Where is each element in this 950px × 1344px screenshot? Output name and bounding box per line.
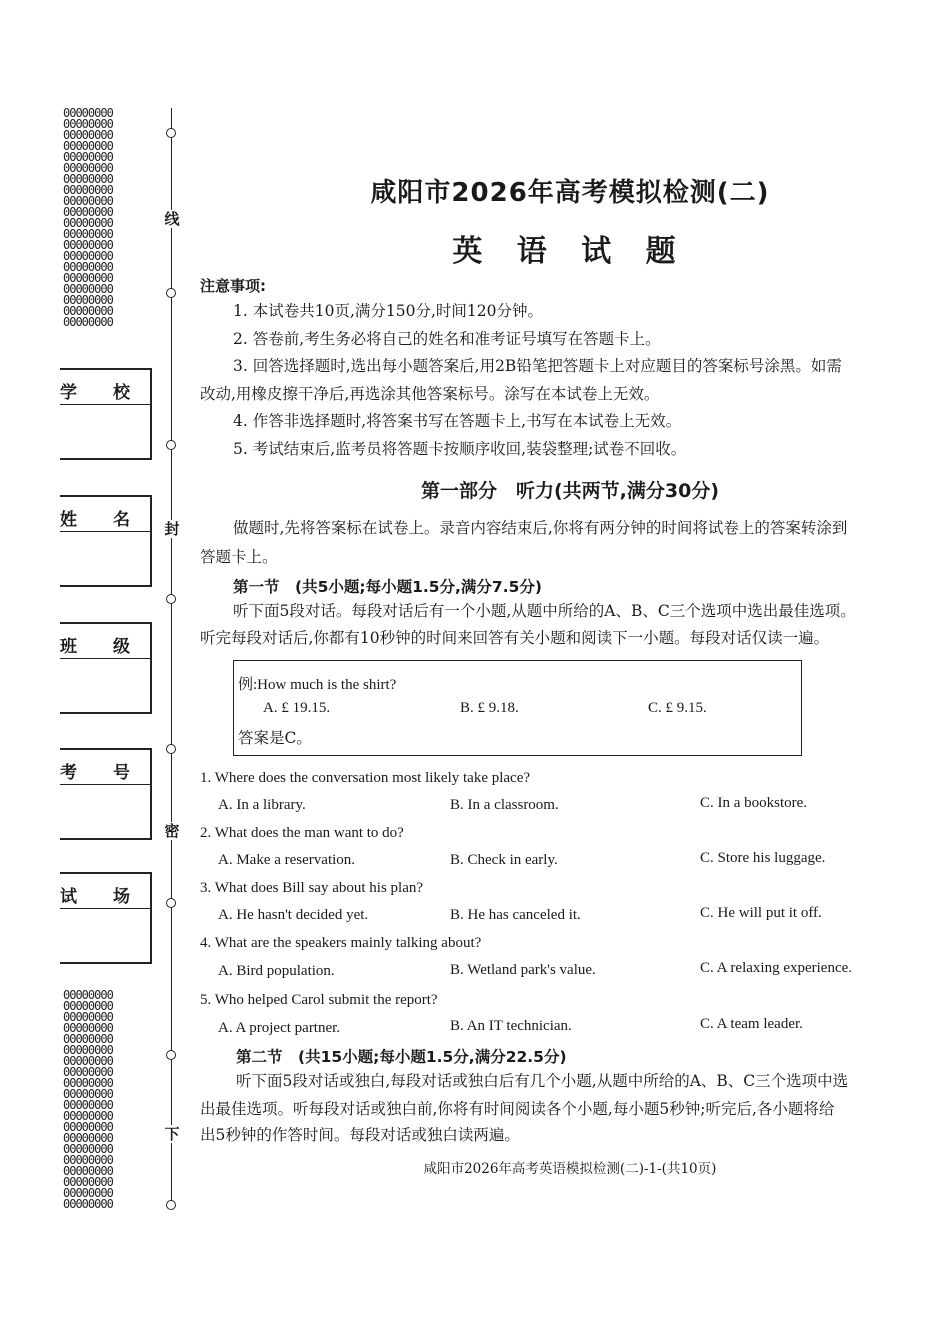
field-separator: [60, 404, 150, 405]
part1-heading: 第一部分 听力(共两节,满分30分): [420, 480, 720, 502]
binding-holes-top: 00000000 00000000 00000000 00000000 00000000 00000000 00000000 00000000 00000000 00000000 00000000 00000000 00000000 00000000 00000000 00000000 00000000 00000000 00000000 00000000: [63, 106, 113, 329]
question-4-option-a[interactable]: A. Bird population.: [218, 963, 335, 979]
section2-heading: 第二节 (共15小题;每小题1.5分,满分22.5分): [236, 1048, 567, 1066]
question-2-option-c[interactable]: C. Store his luggage.: [700, 850, 826, 866]
binding-circle: [166, 128, 176, 138]
example-question: 例:How much is the shirt?: [238, 677, 397, 693]
field-box-exam-room[interactable]: [60, 872, 152, 964]
question-5: 5. Who helped Carol submit the report?: [200, 992, 438, 1008]
notice-heading: 注意事项:: [200, 277, 266, 295]
exam-title: 咸阳市2026年高考模拟检测(二): [370, 178, 770, 208]
question-3-option-c[interactable]: C. He will put it off.: [700, 905, 822, 921]
binding-circle: [166, 594, 176, 604]
notice-item: 1. 本试卷共10页,满分150分,时间120分钟。: [233, 302, 543, 320]
binding-line: [171, 108, 172, 1208]
part1-intro: 做题时,先将答案标在试卷上。录音内容结束后,你将有两分钟的时间将试卷上的答案转涂到: [233, 519, 848, 537]
question-3-option-b[interactable]: B. He has canceled it.: [450, 907, 581, 923]
field-box-class[interactable]: [60, 622, 152, 714]
page-footer: 咸阳市2026年高考英语模拟检测(二)-1-(共10页): [423, 1161, 717, 1177]
question-5-option-c[interactable]: C. A team leader.: [700, 1016, 803, 1032]
question-1-option-a[interactable]: A. In a library.: [218, 797, 306, 813]
section1-instructions: 听完每段对话后,你都有10秒钟的时间来回答有关小题和阅读下一小题。每段对话仅读一遍。: [200, 629, 830, 647]
example-option-a: A. £ 19.15.: [263, 700, 331, 716]
question-4-option-c[interactable]: C. A relaxing experience.: [700, 960, 853, 976]
part1-intro: 答题卡上。: [200, 548, 278, 566]
question-2-option-b[interactable]: B. Check in early.: [450, 852, 558, 868]
question-4-option-b[interactable]: B. Wetland park's value.: [450, 962, 596, 978]
question-2-option-a[interactable]: A. Make a reservation.: [218, 852, 356, 868]
binding-word-mi: 密: [164, 822, 180, 840]
section2-instructions: 出5秒钟的作答时间。每段对话或独白读两遍。: [200, 1126, 520, 1144]
binding-holes-bottom: 00000000 00000000 00000000 00000000 00000000 00000000 00000000 00000000 00000000 00000000 00000000 00000000 00000000 00000000 00000000 00000000 00000000 00000000 00000000 00000000: [63, 988, 113, 1211]
field-separator: [60, 658, 150, 659]
question-3-option-a[interactable]: A. He hasn't decided yet.: [218, 907, 369, 923]
subject-title: 英 语 试 题: [452, 234, 688, 269]
field-separator: [60, 908, 150, 909]
notice-item: 5. 考试结束后,监考员将答题卡按顺序收回,装袋整理;试卷不回收。: [233, 440, 687, 458]
field-label-exam-number: 考号: [60, 763, 166, 783]
binding-word-xia: 下: [164, 1125, 180, 1143]
question-4: 4. What are the speakers mainly talking about?: [200, 935, 482, 951]
example-option-c: C. £ 9.15.: [648, 700, 707, 716]
notice-item: 2. 答卷前,考生务必将自己的姓名和准考证号填写在答题卡上。: [233, 330, 661, 348]
field-separator: [60, 531, 150, 532]
binding-word-feng: 封: [164, 520, 180, 538]
binding-word-xian: 线: [164, 210, 180, 228]
question-1-option-b[interactable]: B. In a classroom.: [450, 797, 559, 813]
question-5-option-a[interactable]: A. A project partner.: [218, 1020, 341, 1036]
question-3: 3. What does Bill say about his plan?: [200, 880, 424, 896]
field-label-name: 姓名: [60, 510, 166, 530]
section1-heading: 第一节 (共5小题;每小题1.5分,满分7.5分): [233, 578, 542, 596]
field-label-exam-room: 试场: [60, 887, 166, 907]
question-1-option-c[interactable]: C. In a bookstore.: [700, 795, 808, 811]
notice-item: 4. 作答非选择题时,将答案书写在答题卡上,书写在本试卷上无效。: [233, 412, 682, 430]
binding-circle: [166, 1050, 176, 1060]
example-option-b: B. £ 9.18.: [460, 700, 519, 716]
notice-item: 改动,用橡皮擦干净后,再选涂其他答案标号。涂写在本试卷上无效。: [200, 385, 660, 403]
section2-instructions: 听下面5段对话或独白,每段对话或独白后有几个小题,从题中所给的A、B、C三个选项中选: [236, 1072, 849, 1090]
binding-circle: [166, 898, 176, 908]
example-answer: 答案是C。: [238, 729, 312, 747]
binding-circle: [166, 440, 176, 450]
field-box-name[interactable]: [60, 495, 152, 587]
section2-instructions: 出最佳选项。听每段对话或独白前,你将有时间阅读各个小题,每小题5秒钟;听完后,各小题将给: [200, 1100, 835, 1118]
binding-circle: [166, 744, 176, 754]
binding-circle: [166, 288, 176, 298]
question-1: 1. Where does the conversation most likely take place?: [200, 770, 531, 786]
binding-circle: [166, 1200, 176, 1210]
field-separator: [60, 784, 150, 785]
field-label-school: 学校: [60, 383, 166, 403]
field-label-class: 班级: [60, 637, 166, 657]
section1-instructions: 听下面5段对话。每段对话后有一个小题,从题中所给的A、B、C三个选项中选出最佳选项。: [233, 602, 856, 620]
question-2: 2. What does the man want to do?: [200, 825, 404, 841]
question-5-option-b[interactable]: B. An IT technician.: [450, 1018, 572, 1034]
field-box-school[interactable]: [60, 368, 152, 460]
notice-item: 3. 回答选择题时,选出每小题答案后,用2B铅笔把答题卡上对应题目的答案标号涂黑。如需: [233, 357, 842, 375]
field-box-exam-number[interactable]: [60, 748, 152, 840]
